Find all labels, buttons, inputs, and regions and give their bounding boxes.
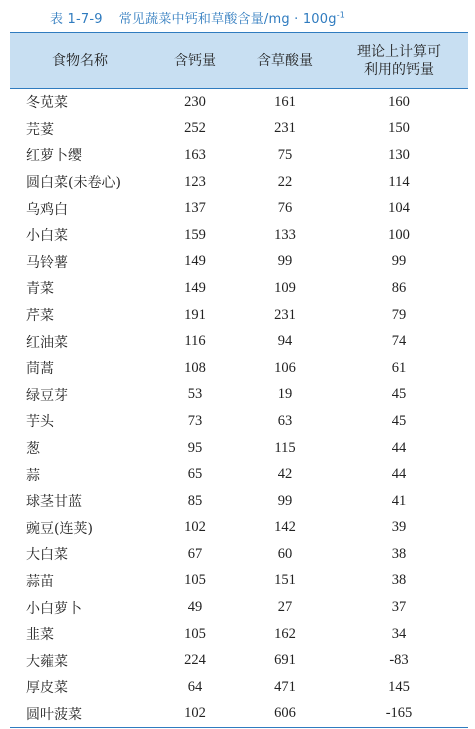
table-row [10, 142, 468, 169]
calcium-cell: 64 [187, 678, 203, 695]
available-calcium-cell: 45 [391, 412, 407, 429]
oxalic-acid-cell: 99 [277, 492, 293, 509]
food-name-cell: 绿豆芽 [26, 387, 68, 404]
table-row [10, 222, 468, 249]
calcium-cell: 105 [184, 572, 206, 589]
calcium-cell: 163 [184, 146, 206, 163]
oxalic-acid-cell: 691 [274, 652, 296, 669]
food-name-cell: 小白萝卜 [26, 600, 82, 617]
oxalic-acid-cell: 27 [277, 599, 293, 616]
available-calcium-cell: 38 [391, 572, 407, 589]
table-row [10, 488, 468, 515]
oxalic-acid-cell: 19 [277, 386, 293, 403]
header-available-line2: 利用的钙量 [364, 61, 434, 78]
food-name-cell: 大白菜 [26, 547, 68, 564]
available-calcium-cell: -165 [330, 701, 468, 728]
table-row [10, 621, 468, 648]
calcium-cell: 95 [187, 439, 203, 456]
table-title: 常见蔬菜中钙和草酸含量/mg · 100g [118, 12, 337, 27]
available-calcium-cell: 145 [388, 678, 410, 695]
oxalic-acid-cell: 94 [277, 333, 293, 350]
table-row [10, 355, 468, 382]
available-calcium-cell: 79 [391, 306, 407, 323]
table-row [10, 674, 468, 701]
food-name-cell: 红油菜 [26, 334, 68, 351]
table-row [10, 594, 468, 621]
table-row [10, 701, 468, 728]
available-calcium-cell: 100 [388, 226, 410, 243]
table-row [10, 515, 468, 542]
calcium-cell: 49 [187, 599, 203, 616]
food-name-cell: 芫荽 [26, 121, 54, 138]
available-calcium-cell: 34 [391, 625, 407, 642]
oxalic-acid-cell: 606 [240, 701, 330, 728]
oxalic-acid-cell: 75 [277, 146, 293, 163]
calcium-cell: 73 [187, 412, 203, 429]
calcium-cell: 67 [187, 545, 203, 562]
food-name-cell: 冬苋菜 [26, 95, 68, 112]
food-name-cell: 蒜苗 [26, 573, 54, 590]
food-name-cell: 圆叶菠菜 [10, 701, 150, 728]
oxalic-acid-cell: 133 [274, 226, 296, 243]
food-name-cell: 青菜 [26, 281, 54, 298]
header-oxalic-acid: 含草酸量 [240, 33, 330, 89]
food-name-cell: 球茎甘蓝 [26, 494, 82, 511]
oxalic-acid-cell: 63 [277, 412, 293, 429]
available-calcium-cell: 45 [391, 386, 407, 403]
available-calcium-cell: 44 [391, 439, 407, 456]
food-name-cell: 豌豆(连荚) [26, 520, 93, 537]
available-calcium-cell: 130 [388, 146, 410, 163]
table-row [10, 195, 468, 222]
available-calcium-cell: 114 [388, 173, 410, 190]
available-calcium-cell: 86 [391, 279, 407, 296]
table-row [10, 169, 468, 196]
available-calcium-cell: 99 [391, 253, 407, 270]
table-header [10, 33, 468, 89]
food-name-cell: 芹菜 [26, 308, 54, 325]
available-calcium-cell: 160 [388, 93, 410, 110]
oxalic-acid-cell: 106 [274, 359, 296, 376]
available-calcium-cell: 38 [391, 545, 407, 562]
calcium-cell: 137 [184, 200, 206, 217]
food-name-cell: 大蕹菜 [26, 653, 68, 670]
food-name-cell: 茼蒿 [26, 361, 54, 378]
oxalic-acid-cell: 109 [274, 279, 296, 296]
oxalic-acid-cell: 231 [274, 120, 296, 137]
table-row [10, 302, 468, 329]
table-row [10, 382, 468, 409]
vegetable-calcium-table [10, 32, 468, 728]
available-calcium-cell: 150 [388, 120, 410, 137]
available-calcium-cell: 61 [391, 359, 407, 376]
food-name-cell: 厚皮菜 [26, 680, 68, 697]
calcium-cell: 53 [187, 386, 203, 403]
table-row [10, 568, 468, 595]
food-name-cell: 马铃薯 [26, 254, 68, 271]
calcium-cell: 123 [184, 173, 206, 190]
oxalic-acid-cell: 42 [277, 466, 293, 483]
available-calcium-cell: 37 [391, 599, 407, 616]
calcium-cell: 102 [150, 701, 240, 728]
calcium-cell: 149 [184, 279, 206, 296]
calcium-cell: 159 [184, 226, 206, 243]
available-calcium-cell: 74 [391, 333, 407, 350]
oxalic-acid-cell: 161 [274, 93, 296, 110]
calcium-cell: 102 [184, 519, 206, 536]
table-body [10, 89, 468, 728]
available-calcium-cell: 44 [391, 466, 407, 483]
table-number: 表 1-7-9 [50, 12, 103, 27]
available-calcium-cell: 41 [391, 492, 407, 509]
oxalic-acid-cell: 162 [274, 625, 296, 642]
food-name-cell: 红萝卜缨 [26, 148, 82, 165]
oxalic-acid-cell: 231 [274, 306, 296, 323]
table-caption [50, 8, 345, 27]
table-row [10, 461, 468, 488]
table-row [10, 249, 468, 276]
food-name-cell: 韭菜 [26, 627, 54, 644]
header-food-name: 食物名称 [10, 33, 150, 89]
calcium-cell: 108 [184, 359, 206, 376]
available-calcium-cell: -83 [389, 652, 409, 669]
oxalic-acid-cell: 471 [274, 678, 296, 695]
oxalic-acid-cell: 22 [277, 173, 293, 190]
calcium-cell: 230 [184, 93, 206, 110]
header-available-line1: 理论上计算可 [357, 43, 441, 60]
food-name-cell: 乌鸡白 [26, 201, 68, 218]
oxalic-acid-cell: 99 [277, 253, 293, 270]
table-row [10, 408, 468, 435]
calcium-cell: 116 [184, 333, 206, 350]
food-name-cell: 芋头 [26, 414, 54, 431]
calcium-cell: 252 [184, 120, 206, 137]
header-available-calcium [330, 33, 468, 89]
table-row [10, 328, 468, 355]
food-name-cell: 小白菜 [26, 228, 68, 245]
table-row [10, 116, 468, 143]
table-row [10, 647, 468, 674]
oxalic-acid-cell: 76 [277, 200, 293, 217]
calcium-cell: 105 [184, 625, 206, 642]
calcium-cell: 149 [184, 253, 206, 270]
food-name-cell: 圆白菜(未卷心) [26, 175, 121, 192]
oxalic-acid-cell: 115 [274, 439, 296, 456]
calcium-cell: 191 [184, 306, 206, 323]
calcium-cell: 85 [187, 492, 203, 509]
table-row [10, 89, 468, 116]
calcium-cell: 224 [184, 652, 206, 669]
header-row [10, 33, 468, 89]
table-row [10, 435, 468, 462]
food-name-cell: 葱 [26, 441, 40, 458]
available-calcium-cell: 104 [388, 200, 410, 217]
oxalic-acid-cell: 60 [277, 545, 293, 562]
calcium-cell: 65 [187, 466, 203, 483]
unit-superscript: -1 [336, 10, 346, 20]
table-row [10, 275, 468, 302]
header-calcium: 含钙量 [150, 33, 240, 89]
oxalic-acid-cell: 151 [274, 572, 296, 589]
oxalic-acid-cell: 142 [274, 519, 296, 536]
available-calcium-cell: 39 [391, 519, 407, 536]
table-row [10, 541, 468, 568]
food-name-cell: 蒜 [26, 467, 40, 484]
